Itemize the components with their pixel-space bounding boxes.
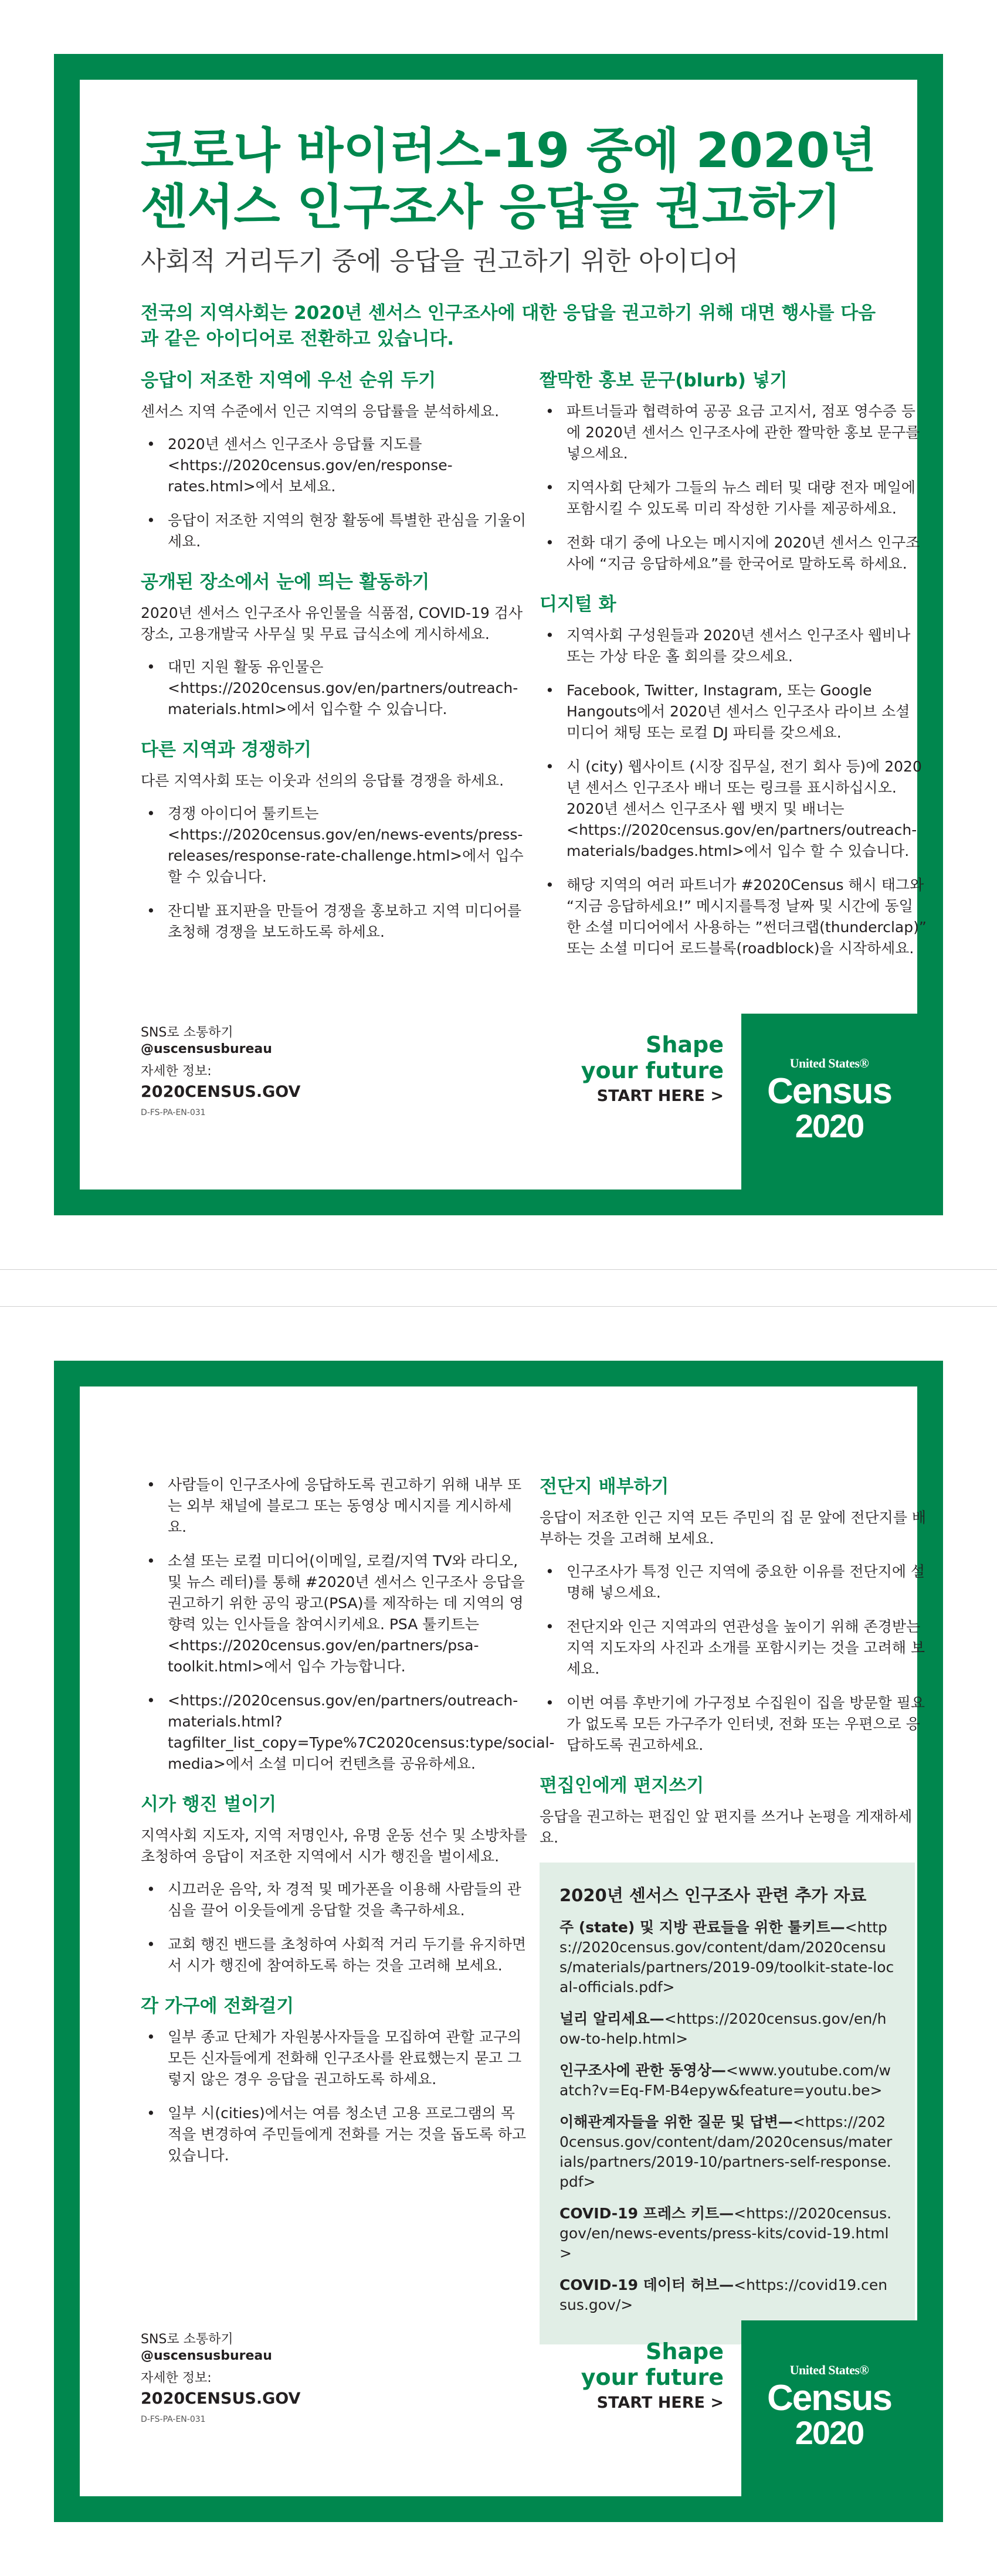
document-code: D-FS-PA-EN-031 [141, 2415, 206, 2424]
resource-link[interactable]: <https://2020census.gov/content/dam/2020census/materials/partners/2019-09/toolkit-state-local-officials.pdf> [559, 1919, 894, 1996]
resource-item [559, 2009, 895, 2049]
shape-line-2: your future [581, 2364, 724, 2390]
footer-contact [141, 1025, 434, 1119]
content-section [141, 1792, 528, 1976]
content-section [540, 592, 927, 959]
content-section [141, 570, 528, 720]
start-here-link[interactable]: START HERE > [596, 1087, 724, 1105]
footer-contact [141, 2332, 434, 2425]
logo-census: Census [767, 2378, 891, 2418]
content-section [540, 368, 927, 575]
resource-label: COVID-19 데이터 허브— [559, 2276, 734, 2293]
section-body: 응답을 권고하는 편집인 앞 편지를 쓰거나 논평을 게재하세요. [540, 1808, 913, 1846]
section-heading: 디지털 화 [540, 594, 616, 615]
social-handle-link[interactable]: @uscensusbureau [141, 1042, 272, 1056]
list-item: • 대민 지원 활동 유인물은 <https://2020census.gov/en/partners/outreach-materials.html>에서 입수할 수 있습니다. [141, 657, 528, 720]
bullet-list [141, 434, 528, 552]
resource-item [559, 2061, 895, 2101]
resource-item [559, 1918, 895, 1997]
list-item: • 이번 여름 후반기에 가구정보 수집원이 집을 방문할 필요가 없도록 모든 가구주가 인터넷, 전화 또는 우편으로 응답하도록 권고하세요. [540, 1693, 927, 1756]
content-section [141, 368, 528, 552]
additional-resources-box [540, 1863, 915, 2344]
website-link[interactable]: 2020CENSUS.GOV [141, 2390, 301, 2408]
list-item: • 경쟁 아이디어 툴키트는 <https://2020census.gov/en/news-events/press-releases/response-rate-challenge.html>에서 입수할 수 있습니다. [141, 803, 528, 888]
section-heading: 시가 행진 벌이기 [141, 1794, 277, 1815]
resource-item [559, 2112, 895, 2192]
section-heading: 각 가구에 전화걸기 [141, 1996, 294, 2017]
resource-label: 인구조사에 관한 동영상— [559, 2062, 726, 2079]
census-2020-logo [741, 1014, 917, 1190]
page-1-right-column [540, 368, 927, 977]
resource-link[interactable]: <https://2020census.gov/content/dam/2020census/materials/partners/2019-10/partners-self-response.pdf> [559, 2113, 893, 2190]
bullet-list [540, 1561, 927, 1756]
section-body: 응답이 저조한 인근 지역 모든 주민의 집 문 앞에 전단지를 배부하는 것을 고려해 보세요. [540, 1509, 927, 1547]
section-heading: 전단지 배부하기 [540, 1476, 669, 1497]
page-2-frame [54, 1361, 943, 2522]
info-label: 자세한 정보: [141, 1064, 212, 1079]
page-2-right-column [540, 1474, 927, 2344]
page-2-left-column [141, 1474, 555, 2184]
bullet-list [141, 2027, 528, 2166]
list-item: • Facebook, Twitter, Instagram, 또는 Google Hangouts에서 2020년 센서스 인구조사 라이브 소셜 미디어 채팅 또는 로컬 DJ 파티를 갖으세요. [540, 680, 927, 743]
logo-united-states: United States® [789, 2363, 869, 2377]
section-heading: 편집인에게 편지쓰기 [540, 1775, 704, 1796]
shape-line-1: Shape [645, 1032, 724, 1058]
start-here-link[interactable]: START HERE > [596, 2394, 724, 2412]
content-section [141, 1994, 528, 2166]
section-body: 지역사회 지도자, 지역 저명인사, 유명 운동 선수 및 소방차를 초청하여 응답이 저조한 지역에서 시가 행진을 벌이세요. [141, 1827, 528, 1865]
list-item: • 파트너들과 협력하여 공공 요금 고지서, 점포 영수증 등에 2020년 센서스 인구조사에 관한 짤막한 홍보 문구를 넣으세요. [540, 401, 927, 464]
intro-text: 전국의 지역사회는 2020년 센서스 인구조사에 대한 응답을 권고하기 위해 대면 행사를 다음과 같은 아이디어로 전환하고 있습니다. [141, 303, 876, 349]
section-heading: 공개된 장소에서 눈에 띄는 활동하기 [141, 572, 430, 593]
title-line-2: 센서스 인구조사 응답을 권고하기 [141, 179, 842, 235]
page-separator [0, 1269, 997, 1307]
content-section [540, 1474, 927, 1756]
list-item: • <https://2020census.gov/en/partners/outreach-materials.html?tagfilter_list_copy=Type%7C2020census:type/social-media>에서 소셜 미디어 컨텐츠를 공유하세요. [141, 1690, 528, 1775]
logo-year: 2020 [795, 2414, 864, 2451]
shape-your-future-tagline [581, 2339, 724, 2414]
list-item: • 잔디밭 표지판을 만들어 경쟁을 홍보하고 지역 미디어를 초청해 경쟁을 보도하도록 하세요. [141, 900, 528, 943]
list-item: • 전단지와 인근 지역과의 연관성을 높이기 위해 존경받는 지역 지도자의 사진과 소개를 포함시키는 것을 고려해 보세요. [540, 1616, 927, 1680]
social-handle-link[interactable]: @uscensusbureau [141, 2349, 272, 2363]
list-item: • 인구조사가 특정 인근 지역에 중요한 이유를 전단지에 설명해 넣으세요. [540, 1561, 927, 1603]
document-code: D-FS-PA-EN-031 [141, 1108, 206, 1117]
list-item: • 시 (city) 웹사이트 (시장 집무실, 전기 회사 등)에 2020년 센서스 인구조사 배너 또는 링크를 표시하십시오. 2020년 센서스 인구조사 웹 뱃지 및 배너는 <https://2020census.gov/en/partners/outreach-materials/badges.html>에서 입수 할 수 있습니다. [540, 756, 927, 862]
list-item: • 지역사회 단체가 그들의 뉴스 레터 및 대량 전자 메일에 포함시킬 수 있도록 미리 작성한 기사를 제공하세요. [540, 477, 927, 519]
resource-link[interactable]: <https://2020census.gov/en/how-to-help.html> [559, 2010, 887, 2047]
content-section [141, 738, 528, 943]
resource-label: 이해관계자들을 위한 질문 및 답변— [559, 2113, 793, 2130]
shape-your-future-tagline [581, 1032, 724, 1107]
shape-line-2: your future [581, 1058, 724, 1083]
shape-line-1: Shape [645, 2339, 724, 2364]
list-item: • 전화 대기 중에 나오는 메시지에 2020년 센서스 인구조사에 “지금 응답하세요”를 한국어로 말하도록 하세요. [540, 532, 927, 575]
list-item: • 시끄러운 음악, 차 경적 및 메가폰을 이용해 사람들의 관심을 끌어 이웃들에게 응답할 것을 촉구하세요. [141, 1879, 528, 1921]
section-body: 2020년 센서스 인구조사 유인물을 식품점, COVID-19 검사 장소, 고용개발국 사무실 및 무료 급식소에 게시하세요. [141, 604, 523, 643]
section-body: 센서스 지역 수준에서 인근 지역의 응답률을 분석하세요. [141, 403, 500, 420]
website-link[interactable]: 2020CENSUS.GOV [141, 1083, 301, 1101]
page-subtitle: 사회적 거리두기 중에 응답을 권고하기 위한 아이디어 [141, 246, 739, 276]
title-line-1: 코로나 바이러스-19 중에 2020년 [141, 123, 877, 179]
logo-year: 2020 [795, 1107, 864, 1144]
list-item: • 응답이 저조한 지역의 현장 활동에 특별한 관심을 기울이세요. [141, 510, 528, 552]
sns-label: SNS로 소통하기 [141, 2332, 233, 2347]
resource-item [559, 2275, 895, 2315]
resource-item [559, 2204, 895, 2264]
content-section [540, 1773, 927, 1848]
list-item: • 일부 종교 단체가 자원봉사자들을 모집하여 관할 교구의 모든 신자들에게 전화해 인구조사를 완료했는지 묻고 그렇지 않은 경우 응답을 권고하도록 하세요. [141, 2027, 528, 2090]
list-item: • 소셜 또는 로컬 미디어(이메일, 로컬/지역 TV와 라디오, 및 뉴스 레터)를 통해 #2020년 센서스 인구조사 응답을 권고하기 위한 공익 광고(PSA)를 제작하는 데 지역의 영향력 있는 인사들을 참여시키세요. PSA 툴키트는 <https://2020census.gov/en/partners/psa-toolkit.html>에서 입수 가능합니다. [141, 1551, 528, 1677]
section-heading: 짤막한 홍보 문구(blurb) 넣기 [540, 370, 788, 391]
resource-link[interactable]: <https://2020census.gov/en/news-events/press-kits/covid-19.html> [559, 2205, 892, 2262]
bullet-list [540, 401, 927, 575]
resource-label: COVID-19 프레스 키트— [559, 2205, 734, 2222]
list-item: • 해당 지역의 여러 파트너가 #2020Census 해시 태그와 “지금 응답하세요!” 메시지를특정 날짜 및 시간에 동일한 소셜 미디어에서 사용하는 ”썬더크랩(thunderclap)” 또는 소셜 미디어 로드블록(roadblock)을 시작하세요. [540, 875, 927, 959]
bullet-list [141, 1474, 555, 1775]
bullet-list [540, 625, 927, 959]
section-heading: 다른 지역과 경쟁하기 [141, 739, 312, 760]
resource-label: 널리 알리세요— [559, 2010, 664, 2027]
resources-title: 2020년 센서스 인구조사 관련 추가 자료 [559, 1885, 867, 1905]
resource-link[interactable]: <www.youtube.com/watch?v=Eq-FM-B4epyw&feature=youtu.be> [559, 2062, 891, 2099]
logo-census: Census [767, 1071, 891, 1112]
census-2020-logo [741, 2320, 917, 2496]
resource-label: 주 (state) 및 지방 관료들을 위한 툴키트— [559, 1919, 845, 1936]
page-1-frame [54, 54, 943, 1215]
page-title [141, 123, 903, 236]
sns-label: SNS로 소통하기 [141, 1025, 233, 1040]
list-item: • 교회 행진 밴드를 초청하여 사회적 거리 두기를 유지하면서 시가 행진에 참여하도록 하는 것을 고려해 보세요. [141, 1934, 528, 1976]
info-label: 자세한 정보: [141, 2371, 212, 2385]
list-item: • 지역사회 구성원들과 2020년 센서스 인구조사 웹비나 또는 가상 타운 홀 회의를 갖으세요. [540, 625, 927, 667]
list-item: • 사람들이 인구조사에 응답하도록 권고하기 위해 내부 또는 외부 채널에 블로그 또는 동영상 메시지를 게시하세요. [141, 1474, 528, 1538]
list-item: • 2020년 센서스 인구조사 응답률 지도를 <https://2020census.gov/en/response-rates.html>에서 보세요. [141, 434, 528, 497]
page-1-left-column [141, 368, 528, 960]
page-2 [0, 1307, 997, 2576]
section-heading: 응답이 저조한 지역에 우선 순위 두기 [141, 370, 436, 391]
bullet-list [141, 1879, 528, 1976]
logo-united-states: United States® [789, 1056, 869, 1070]
list-item: • 일부 시(cities)에서는 여름 청소년 고용 프로그램의 목적을 변경하여 주민들에게 전화를 거는 것을 돕도록 하고 있습니다. [141, 2103, 528, 2166]
page-1 [0, 0, 997, 1269]
bullet-list [141, 803, 528, 943]
section-body: 다른 지역사회 또는 이웃과 선의의 응답률 경쟁을 하세요. [141, 772, 504, 789]
resource-link[interactable]: <https://covid19.census.gov/> [559, 2276, 888, 2313]
bullet-list [141, 657, 528, 720]
